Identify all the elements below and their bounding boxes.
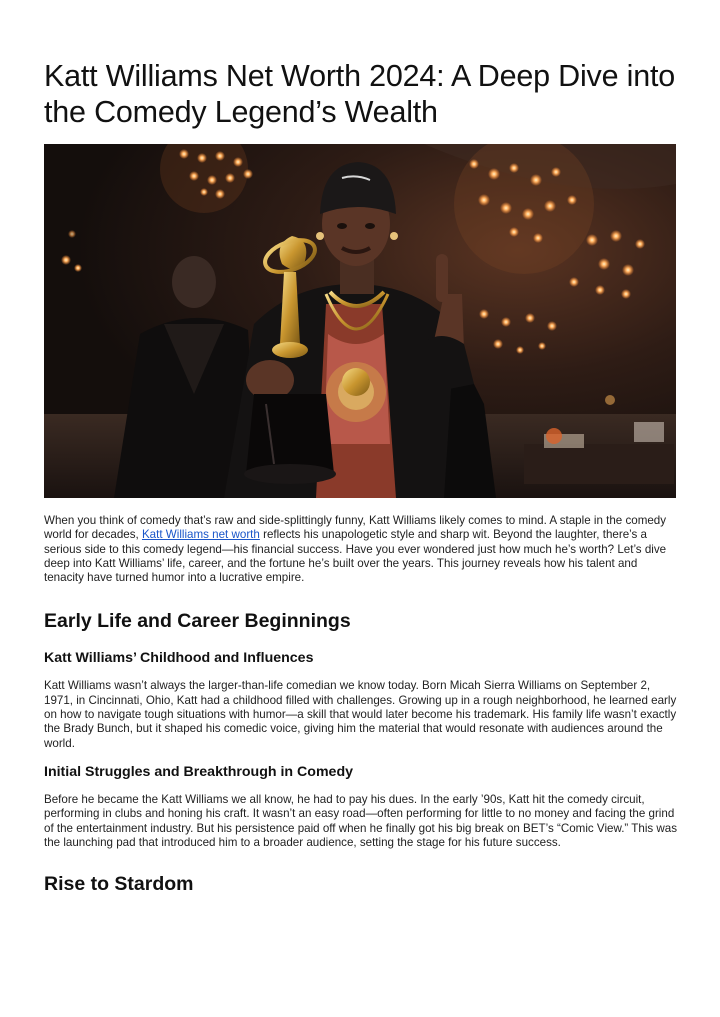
net-worth-link[interactable]: Katt Williams net worth [141,528,260,542]
subsection-heading-childhood: Katt Williams’ Childhood and Influences [44,650,314,667]
photo-of-comedian-holding-emmy-trophy [44,144,676,498]
hero-image [44,144,676,498]
intro-text-after-link: reflects his unapologetic style and sharp wit. Beyond the laughter, there’s a serious side to this comedy legend—his financial success. Have you ever wondered just how much he’s worth? Let’s dive deep into Katt Williams’ life, career, and the fortune he’s built over the years. This journey reveals how his talent and tenacity have turned humor into a lucrative empire. [44,528,667,585]
intro-paragraph [44,514,678,585]
article [44,0,678,896]
intro-text-before-link: When you think of comedy that’s raw and side-splittingly funny, Katt Williams likely comes to mind. A staple in the comedy world for decades, [44,514,667,542]
subsection-heading-struggles: Initial Struggles and Breakthrough in Comedy [44,763,354,780]
section-heading-early-life: Early Life and Career Beginnings [44,610,351,633]
childhood-paragraph: Katt Williams wasn’t always the larger-than-life comedian we know today. Born Micah Sierra Williams on September 2, 1971, in Cincinnati, Ohio, Katt had a childhood filled with challenges. Growing up in a rough neighborhood, he learned early on how to navigate tough situations with humor—a skill that would later become his trademark. His family life wasn’t exactly the Brady Bunch, but it shaped his comedic voice, giving him the material that would resonate with audiences around the world. [44,679,677,750]
struggles-paragraph: Before he became the Katt Williams we all know, he had to pay his dues. In the early ’90s, Katt hit the comedy circuit, performing in clubs and honing his craft. It wasn’t an easy road—often performing for little to no money and facing the grind of the entertainment industry. But his persistence paid off when he finally got his big break on BET’s “Comic View.” This was the launching pad that introduced him to a broader audience, setting the stage for his future success. [44,792,678,849]
article-title: Katt Williams Net Worth 2024: A Deep Dive into the Comedy Legend’s Wealth [44,59,676,129]
section-heading-rise-to-stardom: Rise to Stardom [44,873,194,896]
